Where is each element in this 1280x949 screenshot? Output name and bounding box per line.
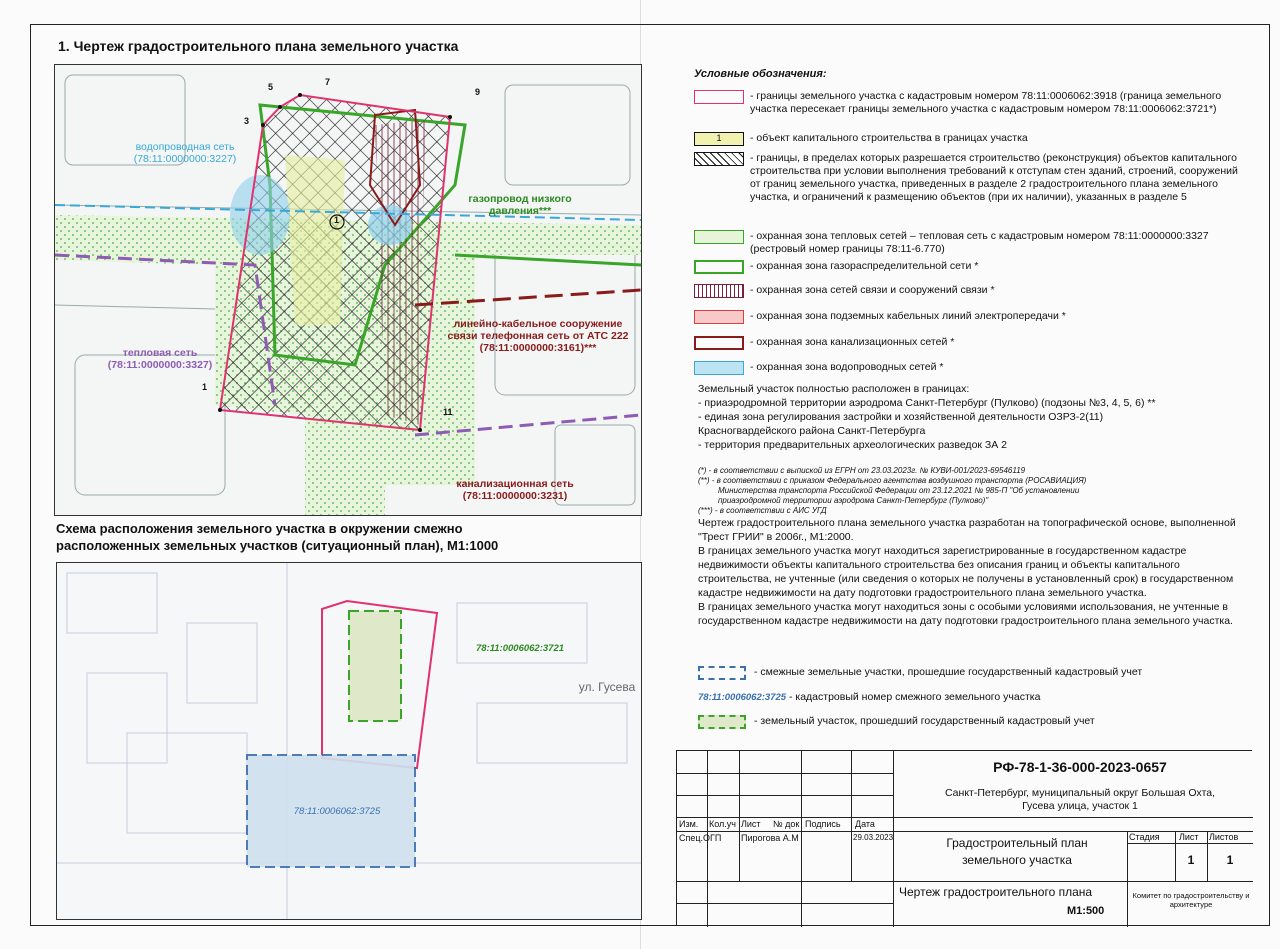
note-zones: В границах земельного участка могут находиться зоны с особыми условиями использования, не учтенные в государственном кадастре недвижимости на дату подготовки градостроительного плана земельного участка. xyxy=(698,601,1233,627)
street-label: ул. Гусева xyxy=(578,680,636,694)
doc-number: РФ-78-1-36-000-2023-0657 xyxy=(993,759,1167,775)
note-topo: Чертеж градостроительного плана земельного участка разработан на топографической основе, выполненной "Трест ГРИИ" в 2006г., М1:2000. xyxy=(698,517,1236,543)
sheet-num: 1 xyxy=(1187,853,1195,867)
water-zone-symbol xyxy=(694,361,744,375)
water-zone-2 xyxy=(368,205,412,245)
organization: Комитет по градостроительству и архитектуре xyxy=(1132,891,1250,909)
date: 29.03.2023 xyxy=(853,833,894,842)
sheet-total: 1 xyxy=(1226,853,1234,867)
sewer-zone-symbol xyxy=(694,336,744,350)
parcel-3725-label: 78:11:0006062:3725 xyxy=(293,806,381,817)
notes-block xyxy=(698,516,1238,628)
scheme-heading: Схема расположения земельного участка в окружении смежно расположенных земельных участков (ситуационный план), М1:1000 xyxy=(56,521,499,553)
hatch-symbol xyxy=(694,152,744,166)
main-plan-svg xyxy=(55,65,641,515)
water-zone xyxy=(230,175,290,255)
building-footprint xyxy=(285,155,345,325)
address: Санкт-Петербург, муниципальный округ Большая Охта, Гусева улица, участок 1 xyxy=(944,787,1216,812)
legend2-number: 78:11:0006062:3725 - кадастровый номер смежного земельного участка xyxy=(698,691,1041,703)
point-1: 1 xyxy=(202,382,208,392)
point-5: 5 xyxy=(268,82,274,92)
water-network-label: водопроводная сеть (78:11:0000000:3227) xyxy=(133,141,237,165)
role: Спец.ОГП xyxy=(679,833,722,843)
legend-title: Условные обозначения: xyxy=(694,68,827,80)
doc-title: Градостроительный план земельного участка xyxy=(946,836,1088,867)
object-symbol: 1 xyxy=(694,132,744,146)
parcel-symbol xyxy=(694,90,744,104)
gas-pipeline-label: газопровод низкого давления*** xyxy=(468,193,572,217)
situation-plan xyxy=(56,562,642,920)
sheet-title: Чертеж градостроительного плана xyxy=(899,885,1093,899)
object-number: 1 xyxy=(334,215,340,225)
power-zone-symbol xyxy=(694,310,744,324)
footnotes: (*) - в соответствии с выпиской из ЕГРН от 23.03.2023г. № КУВИ-001/2023-69546119 (**) - в соответствии с приказом Федерального агентства воздушного транспорта (РОСАВИАЦИЯ) Министерства транспорта Российской Федерации от 23.12.2021 № 985-П "Об установлении приаэродромной территории аэродрома Санкт-Петербург (Пулково)" (***) - в соответствии с АИС УГД xyxy=(698,466,1087,515)
telecom-zone-symbol xyxy=(694,284,744,298)
title-block: РФ-78-1-36-000-2023-0657 Санкт-Петербург, муниципальный округ Большая Охта, Гусева улица, участок 1 Изм. Кол.уч Лист № док Подпись Дата Спец.ОГП Пирогова А.М 29.03.2023 Градостроительный план земельного участка Стадия Лист Листов 1 1 Чертеж градостроительного плана М1:500 Комитет по градостроительству и архитектуре xyxy=(676,750,1252,926)
note-objects: В границах земельного участка могут находиться зарегистрированные в государственном кадастре недвижимости объекты капитального строительства без описания границ и объекты капитального строительства, не учтенные (или сведения о которых не получены в установленный срок) в государственном кадастре недвижимости на дату подготовки градостроительного плана земельного участка. xyxy=(698,545,1234,599)
location-block: Земельный участок полностью расположен в границах: - приаэродромной территории аэродрома Санкт-Петербург (Пулково) (подзоны №3, 4, 5, 6) ** - единая зона регулирования застройки и хозяйственной деятельности ОЗРЗ-2(11) Красногвардейского района Санкт-Петербурга - территория предварительных археологических разведок ЗА 2 xyxy=(698,383,1156,451)
author: Пирогова А.М xyxy=(741,833,799,843)
document-sheet: 1. Чертеж градостроительного плана земельного участка 1 1 3 5 7 9 11 водопроводная сеть (78:11:0000000:3227) газопровод низкого давления*** линейно-кабельное сооружение связи телефонная сеть от АТС 222 (78:11:0000000:3161)*** тепловая сеть (78:11:0000000:3327) канализационная сеть (78:11:0000000:3231) Схема расположения земельного участка в окружении смежно расположенных земельных участков (ситуационный план), М1:1000 78:11:0006062:3721 78:11:0006062:3725 ул. Гусева Условные обозначения: - границы земельного участка с кадастровым номером 78:11:0006062:3918 (граница земельного участка пересекает границы земельного участка с кадастровым номером 78:11:0006062:3721*) 1 - объект капитального строительства в границах участка - границы, в пределах которых разрешается строительство (реконструкция) объектов капитального строительства при условии выполнения требований к отступам стен зданий, строений, сооружений от границ земельного участка, приведенных в разделе 2 градостроительного плана земельного участка, и ограничений к размещению объектов (при их наличии), указанных в разделе 5 - охранная зона тепловых сетей – тепловая сеть с кадастровым номером 78:11:0000000:3327 (рестровый номер границы 78:11-6.770) - охранная зона газораспределительной сети * - охранная зона сетей связи и сооружений связи * - охранная зона подземных кабельных линий электропередачи * - охранная зона канализационных сетей * - охранная зона водопроводных сетей * Земельный участок полностью расположен в границах: - приаэродромной территории аэродрома Санкт-Петербург (Пулково) (подзоны №3, 4, 5, 6) ** - единая зона регулирования застройки и хозяйственной деятельности ОЗРЗ-2(11) Красногвардейского района Санкт-Петербурга - территория предварительных археологических разведок ЗА 2 (*) - в соответствии с выпиской из ЕГРН от 23.03.2023г. № КУВИ-001/2023-69546119 (**) - в соответствии с приказом Федерального агентства воздушного транспорта (РОСАВИАЦИЯ) Министерства транспорта Российской Федерации от 23.12.2021 № 985-П "Об установлении приаэродромной территории аэродрома Санкт-Петербург (Пулково)" (***) - в соответствии с АИС УГД Чертеж градостроительного плана земельного участка разработан на топографической основе, выполненной "Трест ГРИИ" в 2006г., М1:2000. В границах земельного участка могут находиться зарегистрированные в государственном кадастре недвижимости объекты капитального строительства без описания границ и объекты капитального строительства, не учтенные (или сведения о которых не получены в установленный срок) в государственном кадастре недвижимости на дату подготовки градостроительного плана земельного участка. В границах земельного участка могут находиться зоны с особыми условиями использования, не учтенные в государственном кадастре недвижимости на дату подготовки градостроительного плана земельного участка. - смежные земельные участки, прошедшие государственный кадастровый учет 78:11:0006062:3725 - кадастровый номер смежного земельного участка - земельный участок, прошедший государственный кадастровый учет РФ-78-1-36-000-2023-0657 Санкт-Петербург, муниципальный округ Большая Охта, Гусева улица, участок 1 Изм. Кол.уч Лист № док Подпись Дата Спец.ОГП Пирогова А.М 29.03.2023 Градостроительный план земельного участка Стадия Лист Листов 1 1 Чертеж градостроительного плана М1:500 Комитет по градостроительству и архитектуре xyxy=(0,0,1280,949)
point-11: 11 xyxy=(443,407,453,417)
point-3: 3 xyxy=(244,116,250,126)
main-heading: 1. Чертеж градостроительного плана земельного участка xyxy=(58,38,459,54)
sewer-network-label: канализационная сеть (78:11:0000000:3231) xyxy=(456,478,574,502)
heat-network-label: тепловая сеть (78:11:0000000:3327) xyxy=(107,347,213,371)
cable-label: линейно-кабельное сооружение связи телефонная сеть от АТС 222 (78:11:0000000:3161)*** xyxy=(447,318,629,354)
heat-zone-symbol xyxy=(694,230,744,244)
gas-zone-symbol xyxy=(694,260,744,274)
situation-plan-svg xyxy=(57,563,641,919)
main-plan-drawing xyxy=(54,64,642,516)
parcel-3721-label: 78:11:0006062:3721 xyxy=(475,643,565,654)
scale: М1:500 xyxy=(1067,905,1105,917)
point-7: 7 xyxy=(325,77,331,87)
parcel-3721 xyxy=(349,611,401,721)
gas-pipe-line xyxy=(455,255,641,265)
point-9: 9 xyxy=(475,87,481,97)
